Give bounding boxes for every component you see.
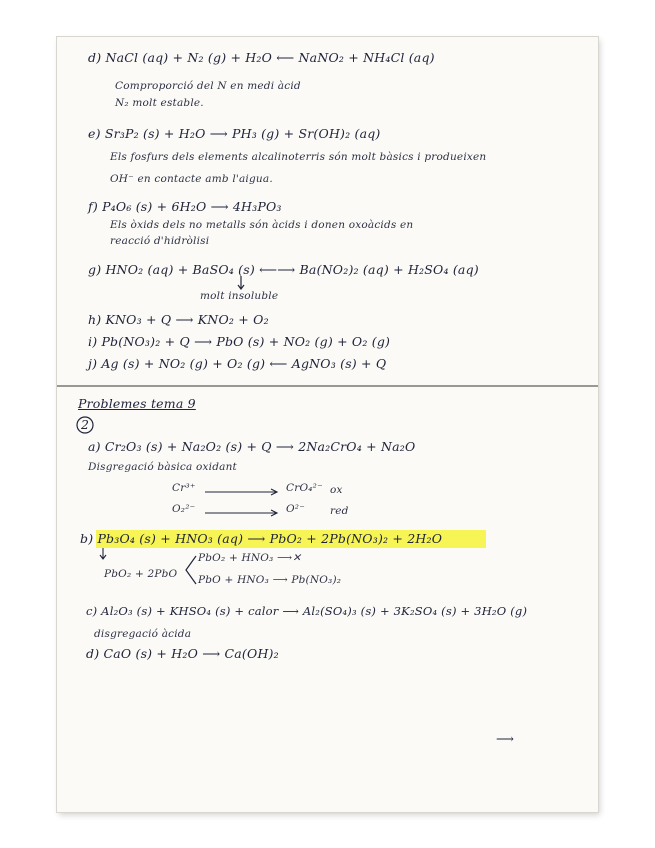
note-d-1: Comproporció del N en medi àcid — [115, 80, 301, 92]
reaction-j: j) Ag (s) + NO₂ (g) + O₂ (g) ⟵ AgNO₃ (s) + Q — [88, 356, 387, 371]
problem-b-branch-left: PbO₂ + 2PbO — [104, 568, 178, 580]
problem-d-reaction: d) CaO (s) + H₂O ⟶ Ca(OH)₂ — [86, 646, 279, 661]
half-reaction-2-tag: red — [330, 505, 349, 517]
arrow-icon — [205, 509, 280, 517]
section-divider — [57, 385, 598, 387]
note-f-2: reacció d'hidròlisi — [110, 235, 210, 247]
note-e-1: Els fosfurs dels elements alcalinoterris són molt bàsics i produeixen — [110, 151, 487, 163]
bracket-icon — [184, 554, 198, 586]
reaction-h: h) KNO₃ + Q ⟶ KNO₂ + O₂ — [88, 312, 269, 327]
reaction-d: d) NaCl (aq) + N₂ (g) + H₂O ⟵ NaNO₂ + NH₄Cl (aq) — [88, 50, 435, 65]
problem-number: 2 — [81, 417, 90, 432]
note-f-1: Els òxids dels no metalls són àcids i donen oxoàcids en — [110, 219, 414, 231]
problem-a-reaction: a) Cr₂O₃ (s) + Na₂O₂ (s) + Q ⟶ 2Na₂CrO₄ + Na₂O — [88, 439, 416, 454]
half-reaction-2-left: O₂²⁻ — [172, 503, 196, 515]
half-reaction-1-left: Cr³⁺ — [172, 482, 196, 494]
problem-c-reaction: c) Al₂O₃ (s) + KHSO₄ (s) + calor ⟶ Al₂(SO₄)₃ (s) + 3K₂SO₄ (s) + 3H₂O (g) — [86, 604, 528, 618]
problem-b-reaction: b) Pb₃O₄ (s) + HNO₃ (aq) ⟶ PbO₂ + 2Pb(NO₃)₂ + 2H₂O — [80, 531, 443, 546]
reaction-e: e) Sr₃P₂ (s) + H₂O ⟶ PH₃ (g) + Sr(OH)₂ (aq) — [88, 126, 381, 141]
arrow-icon — [205, 488, 280, 496]
half-reaction-1-right: CrO₄²⁻ — [286, 482, 323, 494]
note-g: molt insoluble — [200, 290, 279, 302]
problem-a-note: Disgregació bàsica oxidant — [88, 461, 237, 473]
reaction-f: f) P₄O₆ (s) + 6H₂O ⟶ 4H₃PO₃ — [88, 199, 282, 214]
down-arrow-icon — [98, 548, 108, 562]
reaction-i: i) Pb(NO₃)₂ + Q ⟶ PbO (s) + NO₂ (g) + O₂ (g) — [88, 334, 391, 349]
note-e-2: OH⁻ en contacte amb l'aigua. — [110, 173, 273, 185]
stray-arrow: ⟶ — [496, 731, 515, 746]
problem-b-branch-bottom: PbO + HNO₃ ⟶ Pb(NO₃)₂ — [198, 574, 342, 586]
problem-c-note: disgregació àcida — [94, 628, 192, 640]
problem-b-branch-top: PbO₂ + HNO₃ ⟶✕ — [198, 552, 302, 564]
reaction-g: g) HNO₂ (aq) + BaSO₄ (s) ⟵⟶ Ba(NO₂)₂ (aq) + H₂SO₄ (aq) — [88, 262, 479, 277]
note-d-2: N₂ molt estable. — [115, 97, 204, 109]
half-reaction-1-tag: ox — [330, 484, 343, 496]
problems-title: Problemes tema 9 — [78, 396, 196, 411]
half-reaction-2-right: O²⁻ — [286, 503, 305, 515]
